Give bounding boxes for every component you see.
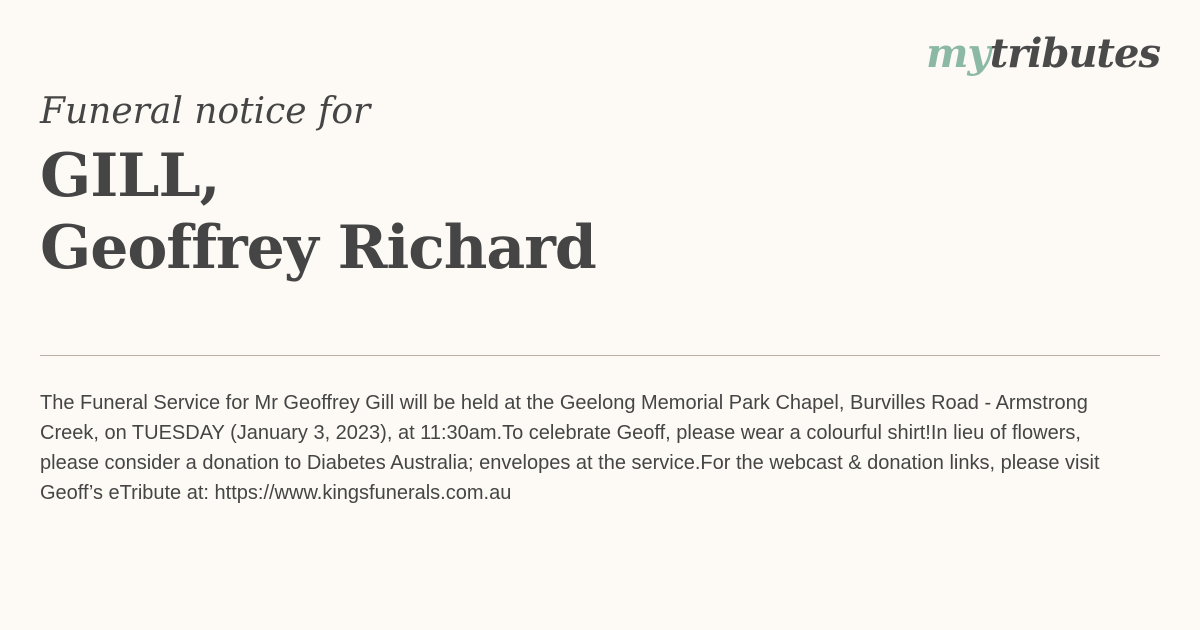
- deceased-surname: GILL,: [40, 141, 220, 211]
- mytributes-logo[interactable]: [926, 30, 1160, 77]
- notice-body-text: The Funeral Service for Mr Geoffrey Gill will be held at the Geelong Memorial Park Chapel, Burvilles Road - Armstrong Creek, on TUESDAY (January 3, 2023), at 11:30am.To celebrate Geoff, please wear a colourful shirt!In lieu of flowers, please consider a donation to Diabetes Australia; envelopes at the service.For the webcast & donation links, please visit Geoff’s eTribute at: https://www.kingsfunerals.com.au: [40, 392, 1100, 504]
- logo-prefix: my: [926, 30, 990, 77]
- deceased-given-names: Geoffrey Richard: [40, 213, 596, 283]
- notice-subtitle: Funeral notice for: [40, 91, 371, 132]
- section-divider: [40, 355, 1160, 356]
- deceased-name: [40, 140, 596, 284]
- logo-suffix: tributes: [989, 30, 1160, 77]
